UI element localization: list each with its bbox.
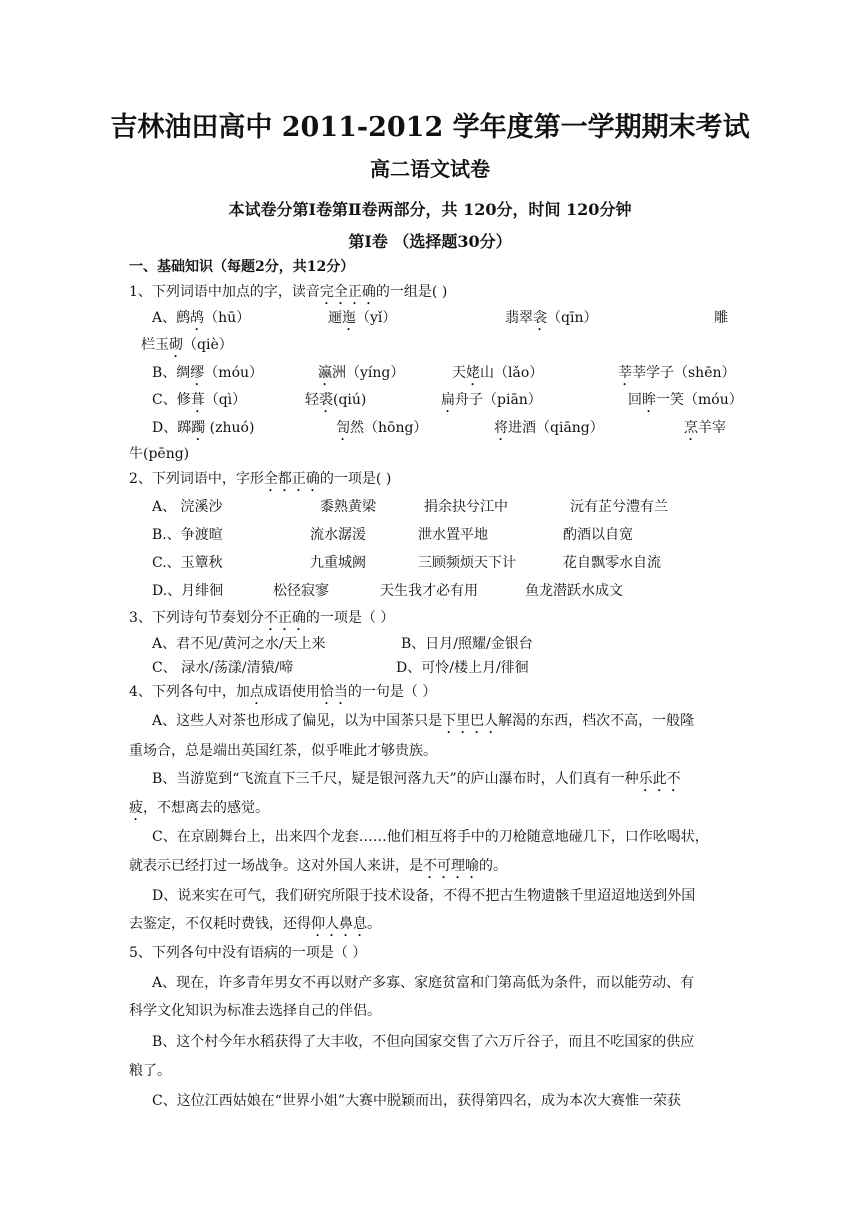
q1-option-b-1: B、绸缪（móu）: [152, 365, 264, 381]
q3-option-b: B、日月/照耀/金银台: [401, 636, 533, 652]
q2-option-a-4: 沅有芷兮澧有兰: [570, 499, 668, 515]
q5-option-b-line1: B、这个村今年水稻获得了大丰收，不但向国家交售了六万斤谷子，而且不吃国家的供应: [152, 1034, 695, 1050]
q1-option-d-4: 烹羊宰: [684, 420, 726, 436]
q3-stem: 3、下列诗句节奏划分不正确的一项是（ ）: [129, 610, 395, 626]
q1-option-a-cont: 栏玉砌（qiè）: [141, 337, 233, 353]
q1-option-c-1: C、修葺（qì）: [152, 392, 247, 408]
q2-option-c-1: C.、玉簟秋: [152, 555, 223, 571]
q1-option-c-2: 轻裘(qiú): [305, 392, 367, 408]
q5-option-c-line1: C、这位江西姑娘在“世界小姐”大赛中脱颖而出，获得第四名，成为本次大赛惟一荣获: [152, 1093, 682, 1109]
q4-option-a-line2: 重场合，总是端出英国红茶，似乎唯此才够贵族。: [129, 743, 437, 759]
exam-note: 本试卷分第Ⅰ卷第Ⅱ卷两部分，共 120分，时间 120分钟: [228, 200, 632, 219]
q3-option-a: A、君不见/黄河之水/天上来: [152, 636, 326, 652]
q1-option-d-cont: 牛(pēng): [129, 446, 190, 462]
q2-option-c-2: 九重城阙: [310, 555, 366, 571]
q3-option-d: D、可怜/楼上月/徘徊: [396, 660, 529, 676]
q2-option-b-4: 酌酒以自宽: [563, 527, 633, 543]
q1-stem: 1、下列词语中加点的字，读音完全正确的一组是( ): [129, 284, 448, 300]
q1-option-c-3: 扁舟子（piān）: [441, 392, 542, 408]
q4-option-a-line1: A、这些人对茶也形成了偏见，以为中国茶只是下里巴人解渴的东西，档次不高，一般隆: [152, 713, 695, 729]
exam-title: 吉林油田高中 2011-2012 学年度第一学期期末考试: [110, 112, 750, 143]
q1-option-b-4: 莘莘学子（shēn）: [618, 365, 736, 381]
q2-option-a-2: 黍熟黄梁: [320, 499, 376, 515]
q1-option-c-4: 回眸一笑（móu）: [628, 392, 743, 408]
q4-option-b-line2: 疲，不想离去的感觉。: [129, 800, 269, 816]
q1-option-a-2: 逦迤（yǐ）: [328, 310, 397, 326]
q2-option-b-3: 泄水置平地: [418, 527, 488, 543]
q2-option-a-1: A、 浣溪沙: [152, 499, 223, 515]
q2-option-d-3: 天生我才必有用: [380, 583, 478, 599]
q1-option-a-3: 翡翠衾（qīn）: [505, 310, 598, 326]
q1-option-b-3: 天姥山（lǎo）: [452, 365, 544, 381]
q5-option-a-line2: 科学文化知识为标准去选择自己的伴侣。: [129, 1003, 381, 1019]
exam-subtitle: 高二语文试卷: [370, 157, 490, 181]
q2-option-b-1: B.、争渡暄: [152, 527, 223, 543]
q3-option-c: C、 渌水/荡漾/清猿/啼: [152, 660, 294, 676]
q2-option-b-2: 流水潺湲: [310, 527, 366, 543]
q1-option-a-4: 雕: [714, 310, 728, 326]
q1-option-d-2: 訇然（hōng）: [336, 420, 428, 436]
q1-option-a-1: A、鹧鸪（hū）: [152, 310, 251, 326]
q4-option-d-line2: 去鉴定，不仅耗时费钱，还得仰人鼻息。: [129, 916, 381, 932]
q2-option-d-4: 鱼龙潜跃水成文: [525, 583, 623, 599]
q4-option-d-line1: D、说来实在可气，我们研究所限于技术设备，不得不把古生物遗骸千里迢迢地送到外国: [152, 888, 696, 904]
q4-option-b-line1: B、当游览到“飞流直下三千尺，疑是银河落九天”的庐山瀑布时，人们真有一种乐此不: [152, 771, 681, 787]
q2-option-d-1: D.、月绯徊: [152, 583, 224, 599]
q5-stem: 5、下列各句中没有语病的一项是（ ）: [129, 945, 367, 961]
q4-option-c-line2: 就表示已经打过一场战争。这对外国人来讲，是不可理喻的。: [129, 858, 507, 874]
q2-option-c-3: 三顾频烦天下计: [418, 555, 516, 571]
q2-option-c-4: 花自飘零水自流: [563, 555, 661, 571]
q1-option-d-1: D、踯躅 (zhuó): [152, 420, 255, 436]
q2-option-d-2: 松径寂寥: [273, 583, 329, 599]
q2-option-a-3: 捐余抉兮江中: [424, 499, 508, 515]
section-one-heading: 一、基础知识（每题2分，共12分）: [129, 259, 355, 275]
q4-stem: 4、下列各句中，加点成语使用恰当的一句是（ ）: [129, 684, 437, 700]
q4-option-c-line1: C、在京剧舞台上，出来四个龙套……他们相互将手中的刀枪随意地碰几下，口作吆喝状，: [152, 829, 709, 845]
q5-option-b-line2: 粮了。: [129, 1063, 171, 1079]
q2-stem: 2、下列词语中，字形全都正确的一项是( ): [129, 471, 392, 487]
q1-option-b-2: 瀛洲（yíng）: [318, 365, 405, 381]
q5-option-a-line1: A、现在，许多青年男女不再以财产多寡、家庭贫富和门第高低为条件，而以能劳动、有: [152, 975, 695, 991]
part-one-heading: 第Ⅰ卷 （选择题30分）: [348, 232, 512, 251]
q1-option-d-3: 将进酒（qiāng）: [494, 420, 604, 436]
